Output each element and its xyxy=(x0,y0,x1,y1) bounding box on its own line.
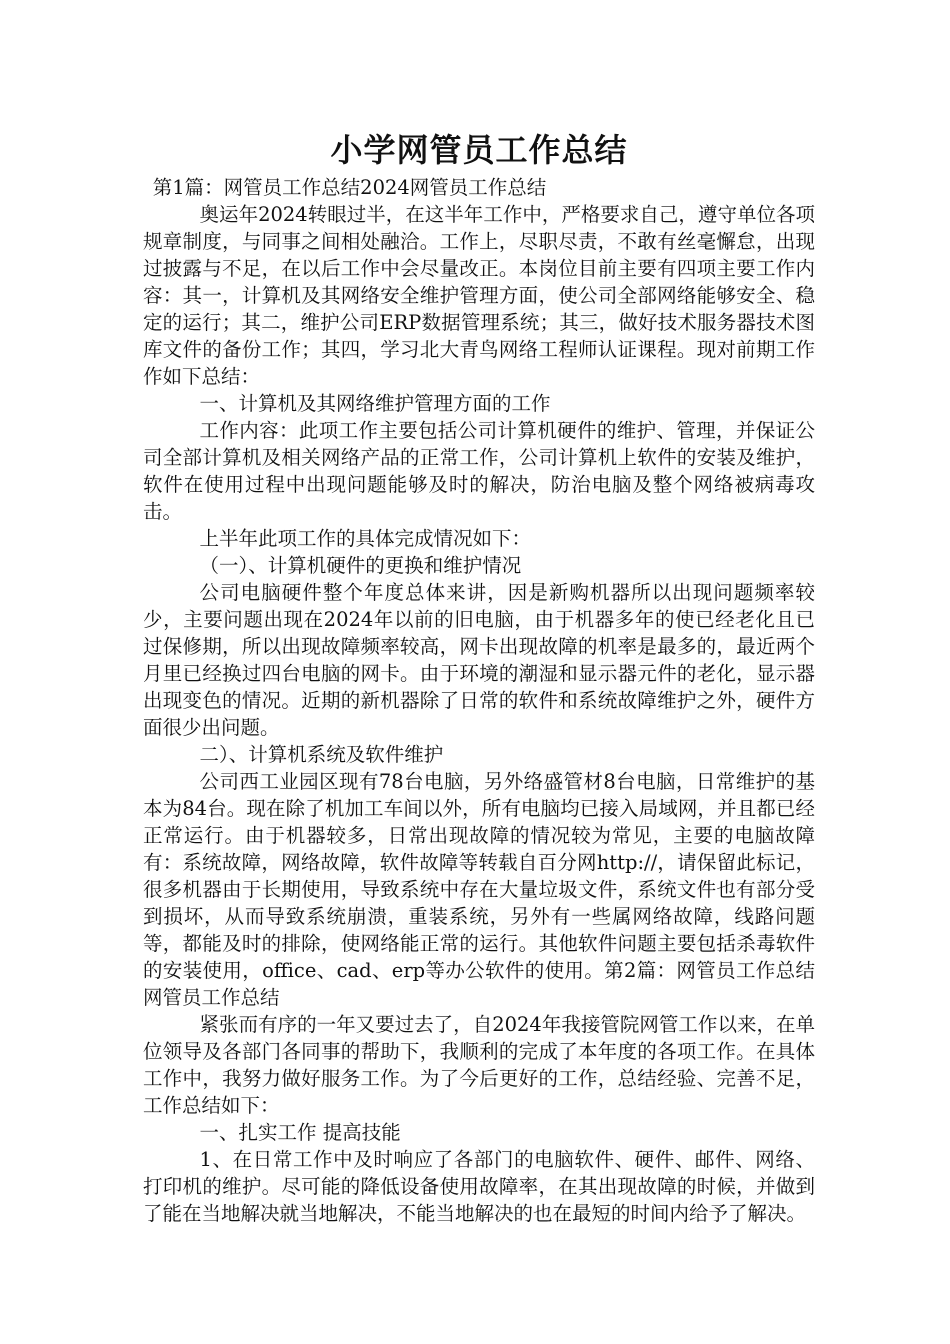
subheading-software: 二）、计算机系统及软件维护 xyxy=(199,743,444,766)
paragraph-software: 公司西工业园区现有78台电脑，另外络盛管材8台电脑，日常维护的基本为84台。现在除了机加工车间以外，所有电脑均已接入局域网，并且都已经正常运行。由于机器较多，日常出现故障的情况较为常见，主要的电脑故障有：系统故障，网络故障，软件故障等转载自百分网http://，请保留此标记，很多机器由于长期使用，导致系统中存在大量垃圾文件，系统文件也有部分受到损坏，从而导致系统崩溃，重装系统，另外有一些属网络故障，线路问题等，都能及时的排除，使网络能正常的运行。其他软件问题主要包括杀毒软件的安装使用，office、cad、erp等办公软件的使用。第2篇：网管员工作总结网管员工作总结 xyxy=(143,770,815,1009)
subheading-improve-skills: 一、扎实工作 提高技能 xyxy=(199,1121,401,1144)
document-title: 小学网管员工作总结 xyxy=(330,131,628,169)
paragraph-daily-work: 1、在日常工作中及时响应了各部门的电脑软件、硬件、邮件、网络、打印机的维护。尽可能的降低设备使用故障率，在其出现故障的时候，并做到了能在当地解决就当地解决，不能当地解决的也在最短的时间内给予了解决。 xyxy=(143,1148,815,1225)
subheading-hardware: （一）、计算机硬件的更换和维护情况 xyxy=(199,554,522,577)
section-heading-1: 第1篇：网管员工作总结2024网管员工作总结 xyxy=(152,176,547,199)
subheading-network-maintenance: 一、计算机及其网络维护管理方面的工作 xyxy=(199,392,551,415)
paragraph-hardware: 公司电脑硬件整个年度总体来讲，因是新购机器所以出现问题频率较少，主要问题出现在2024年以前的旧电脑，由于机器多年的使已经老化且已过保修期，所以出现故障频率较高，网卡出现故障的机率是最多的，最近两个月里已经换过四台电脑的网卡。由于环境的潮湿和显示器元件的老化，显示器出现变色的情况。近期的新机器除了日常的软件和系统故障维护之外，硬件方面很少出问题。 xyxy=(143,581,815,739)
paragraph-work-content: 工作内容：此项工作主要包括公司计算机硬件的维护、管理，并保证公司全部计算机及相关网络产品的正常工作，公司计算机上软件的安装及维护，软件在使用过程中出现问题能够及时的解决，防治电脑及整个网络被病毒攻击。 xyxy=(143,419,815,523)
paragraph-second-intro: 紧张而有序的一年又要过去了，自2024年我接管院网管工作以来，在单位领导及各部门各同事的帮助下，我顺利的完成了本年度的各项工作。在具体工作中，我努力做好服务工作。为了今后更好的工作，总结经验、完善不足，工作总结如下： xyxy=(143,1013,815,1117)
paragraph-intro: 奥运年2024转眼过半，在这半年工作中，严格要求自己，遵守单位各项规章制度，与同事之间相处融洽。工作上，尽职尽责，不敢有丝毫懈怠，出现过披露与不足，在以后工作中会尽量改正。本岗位目前主要有四项主要工作内容：其一，计算机及其网络安全维护管理方面，使公司全部网络能够安全、稳定的运行；其二，维护公司ERP数据管理系统；其三，做好技术服务器技术图库文件的备份工作；其四，学习北大青鸟网络工程师认证课程。现对前期工作作如下总结： xyxy=(143,203,815,388)
document-page xyxy=(143,128,815,1227)
paragraph-completion-status: 上半年此项工作的具体完成情况如下： xyxy=(199,527,532,550)
